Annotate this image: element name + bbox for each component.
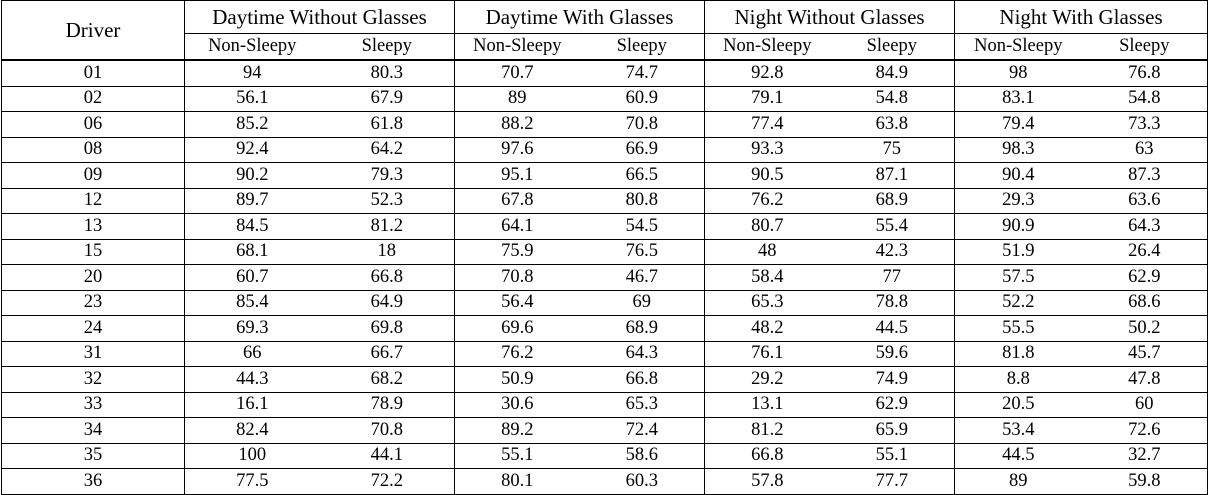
daytime-without-glasses-sleepy-cell: 80.3 [320,60,455,86]
table-row [2,163,1208,189]
daytime-without-glasses-non-sleepy-cell: 92.4 [185,137,320,163]
night-with-glasses-non-sleepy-cell: 29.3 [955,188,1082,214]
driver-id-cell: 31 [2,341,185,367]
group-header-night-without-glasses: Night Without Glasses [705,1,955,34]
night-without-glasses-sleepy-cell: 78.8 [830,290,955,316]
night-without-glasses-sleepy-cell: 62.9 [830,392,955,418]
table-row [2,392,1208,418]
daytime-without-glasses-non-sleepy-cell: 89.7 [185,188,320,214]
night-without-glasses-non-sleepy-cell: 29.2 [705,367,830,393]
night-without-glasses-sleepy-cell: 84.9 [830,60,955,86]
subheader-non-sleepy: Non-Sleepy [705,34,830,61]
driver-header: Driver [2,1,185,61]
driver-id-cell: 09 [2,163,185,189]
table-row [2,290,1208,316]
night-without-glasses-sleepy-cell: 68.9 [830,188,955,214]
night-without-glasses-sleepy-cell: 74.9 [830,367,955,393]
night-with-glasses-sleepy-cell: 76.8 [1082,60,1208,86]
night-with-glasses-sleepy-cell: 50.2 [1082,316,1208,342]
daytime-without-glasses-sleepy-cell: 66.7 [320,341,455,367]
daytime-with-glasses-sleepy-cell: 66.9 [580,137,705,163]
daytime-with-glasses-non-sleepy-cell: 89 [455,86,580,112]
night-with-glasses-non-sleepy-cell: 81.8 [955,341,1082,367]
night-with-glasses-non-sleepy-cell: 89 [955,469,1082,495]
daytime-with-glasses-non-sleepy-cell: 80.1 [455,469,580,495]
night-without-glasses-sleepy-cell: 77 [830,265,955,291]
night-without-glasses-non-sleepy-cell: 90.5 [705,163,830,189]
subheader-non-sleepy: Non-Sleepy [455,34,580,61]
driver-accuracy-table [1,0,1208,495]
daytime-with-glasses-non-sleepy-cell: 70.7 [455,60,580,86]
driver-id-cell: 32 [2,367,185,393]
night-with-glasses-sleepy-cell: 47.8 [1082,367,1208,393]
daytime-without-glasses-sleepy-cell: 52.3 [320,188,455,214]
driver-id-cell: 20 [2,265,185,291]
subheader-sleepy: Sleepy [320,34,455,61]
daytime-with-glasses-non-sleepy-cell: 70.8 [455,265,580,291]
daytime-without-glasses-sleepy-cell: 18 [320,239,455,265]
night-without-glasses-non-sleepy-cell: 93.3 [705,137,830,163]
night-with-glasses-sleepy-cell: 54.8 [1082,86,1208,112]
night-with-glasses-non-sleepy-cell: 98.3 [955,137,1082,163]
night-without-glasses-non-sleepy-cell: 81.2 [705,418,830,444]
night-without-glasses-non-sleepy-cell: 48 [705,239,830,265]
night-with-glasses-non-sleepy-cell: 44.5 [955,443,1082,469]
daytime-without-glasses-sleepy-cell: 66.8 [320,265,455,291]
daytime-with-glasses-non-sleepy-cell: 30.6 [455,392,580,418]
night-without-glasses-sleepy-cell: 87.1 [830,163,955,189]
night-without-glasses-non-sleepy-cell: 79.1 [705,86,830,112]
daytime-with-glasses-sleepy-cell: 74.7 [580,60,705,86]
daytime-with-glasses-sleepy-cell: 76.5 [580,239,705,265]
night-with-glasses-non-sleepy-cell: 98 [955,60,1082,86]
night-without-glasses-sleepy-cell: 77.7 [830,469,955,495]
daytime-without-glasses-sleepy-cell: 67.9 [320,86,455,112]
night-with-glasses-non-sleepy-cell: 8.8 [955,367,1082,393]
night-with-glasses-non-sleepy-cell: 79.4 [955,112,1082,138]
night-with-glasses-non-sleepy-cell: 90.9 [955,214,1082,240]
night-without-glasses-non-sleepy-cell: 80.7 [705,214,830,240]
daytime-with-glasses-sleepy-cell: 60.3 [580,469,705,495]
table-row [2,188,1208,214]
table-row [2,316,1208,342]
night-with-glasses-sleepy-cell: 72.6 [1082,418,1208,444]
night-without-glasses-sleepy-cell: 59.6 [830,341,955,367]
night-without-glasses-sleepy-cell: 55.1 [830,443,955,469]
daytime-with-glasses-non-sleepy-cell: 67.8 [455,188,580,214]
table-row [2,86,1208,112]
night-with-glasses-non-sleepy-cell: 90.4 [955,163,1082,189]
daytime-with-glasses-sleepy-cell: 54.5 [580,214,705,240]
night-with-glasses-sleepy-cell: 32.7 [1082,443,1208,469]
night-with-glasses-non-sleepy-cell: 55.5 [955,316,1082,342]
group-header-row [2,1,1208,34]
daytime-without-glasses-sleepy-cell: 64.2 [320,137,455,163]
night-with-glasses-sleepy-cell: 60 [1082,392,1208,418]
daytime-with-glasses-non-sleepy-cell: 56.4 [455,290,580,316]
daytime-without-glasses-non-sleepy-cell: 85.2 [185,112,320,138]
driver-id-cell: 12 [2,188,185,214]
daytime-without-glasses-non-sleepy-cell: 90.2 [185,163,320,189]
daytime-with-glasses-non-sleepy-cell: 69.6 [455,316,580,342]
night-without-glasses-non-sleepy-cell: 76.1 [705,341,830,367]
driver-id-cell: 35 [2,443,185,469]
night-with-glasses-sleepy-cell: 68.6 [1082,290,1208,316]
daytime-with-glasses-non-sleepy-cell: 89.2 [455,418,580,444]
daytime-without-glasses-non-sleepy-cell: 44.3 [185,367,320,393]
daytime-with-glasses-sleepy-cell: 66.8 [580,367,705,393]
daytime-with-glasses-non-sleepy-cell: 75.9 [455,239,580,265]
daytime-with-glasses-sleepy-cell: 68.9 [580,316,705,342]
night-with-glasses-sleepy-cell: 64.3 [1082,214,1208,240]
table-row [2,214,1208,240]
night-with-glasses-sleepy-cell: 73.3 [1082,112,1208,138]
daytime-with-glasses-non-sleepy-cell: 64.1 [455,214,580,240]
night-without-glasses-sleepy-cell: 44.5 [830,316,955,342]
driver-id-cell: 15 [2,239,185,265]
daytime-without-glasses-sleepy-cell: 64.9 [320,290,455,316]
night-without-glasses-sleepy-cell: 55.4 [830,214,955,240]
driver-id-cell: 13 [2,214,185,240]
night-without-glasses-sleepy-cell: 75 [830,137,955,163]
night-without-glasses-non-sleepy-cell: 58.4 [705,265,830,291]
night-with-glasses-sleepy-cell: 63 [1082,137,1208,163]
night-without-glasses-non-sleepy-cell: 77.4 [705,112,830,138]
daytime-with-glasses-sleepy-cell: 58.6 [580,443,705,469]
group-header-daytime-without-glasses: Daytime Without Glasses [185,1,455,34]
subheader-non-sleepy: Non-Sleepy [955,34,1082,61]
night-with-glasses-sleepy-cell: 63.6 [1082,188,1208,214]
daytime-with-glasses-non-sleepy-cell: 97.6 [455,137,580,163]
table-row [2,341,1208,367]
table-row [2,367,1208,393]
group-header-night-with-glasses: Night With Glasses [955,1,1208,34]
night-with-glasses-non-sleepy-cell: 20.5 [955,392,1082,418]
table-row [2,469,1208,495]
table-row [2,265,1208,291]
daytime-with-glasses-non-sleepy-cell: 88.2 [455,112,580,138]
daytime-without-glasses-sleepy-cell: 69.8 [320,316,455,342]
driver-id-cell: 08 [2,137,185,163]
daytime-without-glasses-non-sleepy-cell: 82.4 [185,418,320,444]
driver-id-cell: 06 [2,112,185,138]
daytime-without-glasses-non-sleepy-cell: 68.1 [185,239,320,265]
daytime-without-glasses-sleepy-cell: 61.8 [320,112,455,138]
daytime-without-glasses-sleepy-cell: 70.8 [320,418,455,444]
daytime-without-glasses-non-sleepy-cell: 66 [185,341,320,367]
night-without-glasses-sleepy-cell: 42.3 [830,239,955,265]
daytime-without-glasses-non-sleepy-cell: 100 [185,443,320,469]
night-without-glasses-non-sleepy-cell: 66.8 [705,443,830,469]
daytime-without-glasses-non-sleepy-cell: 94 [185,60,320,86]
night-without-glasses-non-sleepy-cell: 13.1 [705,392,830,418]
driver-id-cell: 34 [2,418,185,444]
daytime-with-glasses-non-sleepy-cell: 95.1 [455,163,580,189]
daytime-without-glasses-sleepy-cell: 72.2 [320,469,455,495]
daytime-with-glasses-sleepy-cell: 69 [580,290,705,316]
subheader-sleepy: Sleepy [830,34,955,61]
group-header-daytime-with-glasses: Daytime With Glasses [455,1,705,34]
daytime-without-glasses-sleepy-cell: 68.2 [320,367,455,393]
night-with-glasses-non-sleepy-cell: 57.5 [955,265,1082,291]
daytime-without-glasses-non-sleepy-cell: 56.1 [185,86,320,112]
night-with-glasses-sleepy-cell: 26.4 [1082,239,1208,265]
night-with-glasses-sleepy-cell: 87.3 [1082,163,1208,189]
daytime-with-glasses-sleepy-cell: 60.9 [580,86,705,112]
daytime-without-glasses-non-sleepy-cell: 85.4 [185,290,320,316]
night-without-glasses-non-sleepy-cell: 76.2 [705,188,830,214]
night-with-glasses-non-sleepy-cell: 83.1 [955,86,1082,112]
table-row [2,137,1208,163]
driver-id-cell: 01 [2,60,185,86]
night-without-glasses-sleepy-cell: 54.8 [830,86,955,112]
daytime-without-glasses-non-sleepy-cell: 16.1 [185,392,320,418]
daytime-without-glasses-sleepy-cell: 78.9 [320,392,455,418]
driver-id-cell: 24 [2,316,185,342]
daytime-without-glasses-non-sleepy-cell: 77.5 [185,469,320,495]
daytime-without-glasses-non-sleepy-cell: 69.3 [185,316,320,342]
daytime-with-glasses-sleepy-cell: 64.3 [580,341,705,367]
daytime-with-glasses-sleepy-cell: 80.8 [580,188,705,214]
table-row [2,443,1208,469]
daytime-with-glasses-sleepy-cell: 46.7 [580,265,705,291]
daytime-with-glasses-sleepy-cell: 72.4 [580,418,705,444]
night-with-glasses-sleepy-cell: 45.7 [1082,341,1208,367]
daytime-with-glasses-sleepy-cell: 65.3 [580,392,705,418]
daytime-without-glasses-sleepy-cell: 79.3 [320,163,455,189]
table-row [2,60,1208,86]
subheader-sleepy: Sleepy [580,34,705,61]
driver-id-cell: 23 [2,290,185,316]
night-without-glasses-sleepy-cell: 63.8 [830,112,955,138]
night-with-glasses-sleepy-cell: 62.9 [1082,265,1208,291]
night-without-glasses-non-sleepy-cell: 65.3 [705,290,830,316]
daytime-with-glasses-sleepy-cell: 66.5 [580,163,705,189]
daytime-without-glasses-non-sleepy-cell: 60.7 [185,265,320,291]
night-with-glasses-sleepy-cell: 59.8 [1082,469,1208,495]
daytime-with-glasses-sleepy-cell: 70.8 [580,112,705,138]
night-with-glasses-non-sleepy-cell: 52.2 [955,290,1082,316]
daytime-without-glasses-non-sleepy-cell: 84.5 [185,214,320,240]
subheader-sleepy: Sleepy [1082,34,1208,61]
daytime-with-glasses-non-sleepy-cell: 55.1 [455,443,580,469]
daytime-with-glasses-non-sleepy-cell: 76.2 [455,341,580,367]
table-row [2,112,1208,138]
daytime-with-glasses-non-sleepy-cell: 50.9 [455,367,580,393]
daytime-without-glasses-sleepy-cell: 81.2 [320,214,455,240]
subheader-non-sleepy: Non-Sleepy [185,34,320,61]
night-with-glasses-non-sleepy-cell: 51.9 [955,239,1082,265]
night-without-glasses-non-sleepy-cell: 92.8 [705,60,830,86]
driver-id-cell: 36 [2,469,185,495]
table-row [2,239,1208,265]
night-without-glasses-non-sleepy-cell: 48.2 [705,316,830,342]
daytime-without-glasses-sleepy-cell: 44.1 [320,443,455,469]
night-with-glasses-non-sleepy-cell: 53.4 [955,418,1082,444]
driver-id-cell: 02 [2,86,185,112]
driver-id-cell: 33 [2,392,185,418]
night-without-glasses-non-sleepy-cell: 57.8 [705,469,830,495]
table-body [2,60,1208,494]
table-row [2,418,1208,444]
night-without-glasses-sleepy-cell: 65.9 [830,418,955,444]
